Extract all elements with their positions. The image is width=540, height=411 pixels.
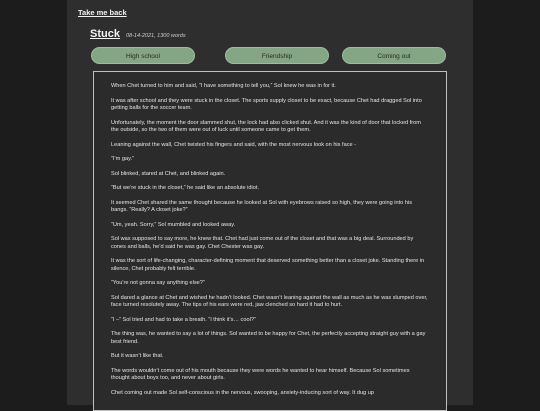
story-meta: 08-14-2021, 1300 words <box>125 33 186 39</box>
story-paragraph: It was after school and they were stuck in the closet. The sports supply closet to be exact, because Chet had dragged Sol into getting balls for the soccer team. <box>111 97 422 111</box>
story-title[interactable]: Stuck <box>90 28 120 40</box>
story-paragraph: When Chet turned to him and said, “I have something to tell you,” Sol knew he was in for it. <box>111 83 336 89</box>
story-paragraph: “You’re not gonna say anything else?” <box>111 280 205 286</box>
tag-coming-out[interactable]: Coming out <box>342 47 446 64</box>
back-link[interactable]: Take me back <box>78 8 127 17</box>
tag-high-school[interactable]: High school <box>91 47 195 64</box>
story-paragraph: The words wouldn’t come out of his mouth because they were words he wanted to hear himself. Because Sol sometimes thought about boys too, and never about girls. <box>111 367 410 381</box>
story-paragraph: Unfortunately, the moment the door slammed shut, the lock had also clicked shut. And it was the kind of door that locked from the outside, so the two of them were out of luck until someone came to get them. <box>111 119 421 133</box>
story-paragraph: “Um, yeah. Sorry,” Sol mumbled and looked away. <box>111 221 236 228</box>
story-paragraph: Chet coming out made Sol self-conscious in the nervous, swooping, anxiety-inducing sort of way. It dug up <box>111 389 374 396</box>
story-paragraph: “I’m gay.” <box>111 156 134 162</box>
story-header <box>90 28 186 40</box>
story-paragraph: “I –” Sol tried and had to take a breath. “I think it’s… cool?” <box>111 316 256 323</box>
story-body <box>93 71 447 411</box>
story-paragraph: Sol was supposed to say more, he knew that. Chet had just come out of the closet and that was a big deal. Surrounded by cones and balls, he’d said he was gay. Chet Chester was gay. <box>111 236 414 250</box>
story-paragraph: The thing was, he wanted to say a lot of things. Sol wanted to be happy for Chet, the perfectly accepting straight guy with a gay best friend. <box>111 331 426 345</box>
story-paragraph: It was the sort of life-changing, character-defining moment that deserved something better than a closet joke. Standing there in silence, Chet probably felt terrible. <box>111 258 425 272</box>
story-paragraph: It seemed Chet shared the same thought because he looked at Sol with eyebrows raised so high, they were going into his bangs. “Really? A closet joke?” <box>111 199 412 213</box>
story-paragraph: Sol dared a glance at Chet and wished he hadn’t looked. Chet wasn’t leaning against the wall as much as he was slumped over, face turned resolutely away. The tips of his ears were red, jaw clenched so hard it had to hurt. <box>111 294 428 308</box>
story-paragraph: Sol blinked, stared at Chet, and blinked again. <box>111 170 226 177</box>
story-paragraph: “But we’re stuck in the closet,” he said like an absolute idiot. <box>111 185 259 191</box>
story-paragraph: But it wasn’t like that. <box>111 353 164 359</box>
tag-friendship[interactable]: Friendship <box>225 47 329 64</box>
story-paragraph: Leaning against the wall, Chet twisted his fingers and said, with the most nervous look on his face - <box>111 141 357 148</box>
